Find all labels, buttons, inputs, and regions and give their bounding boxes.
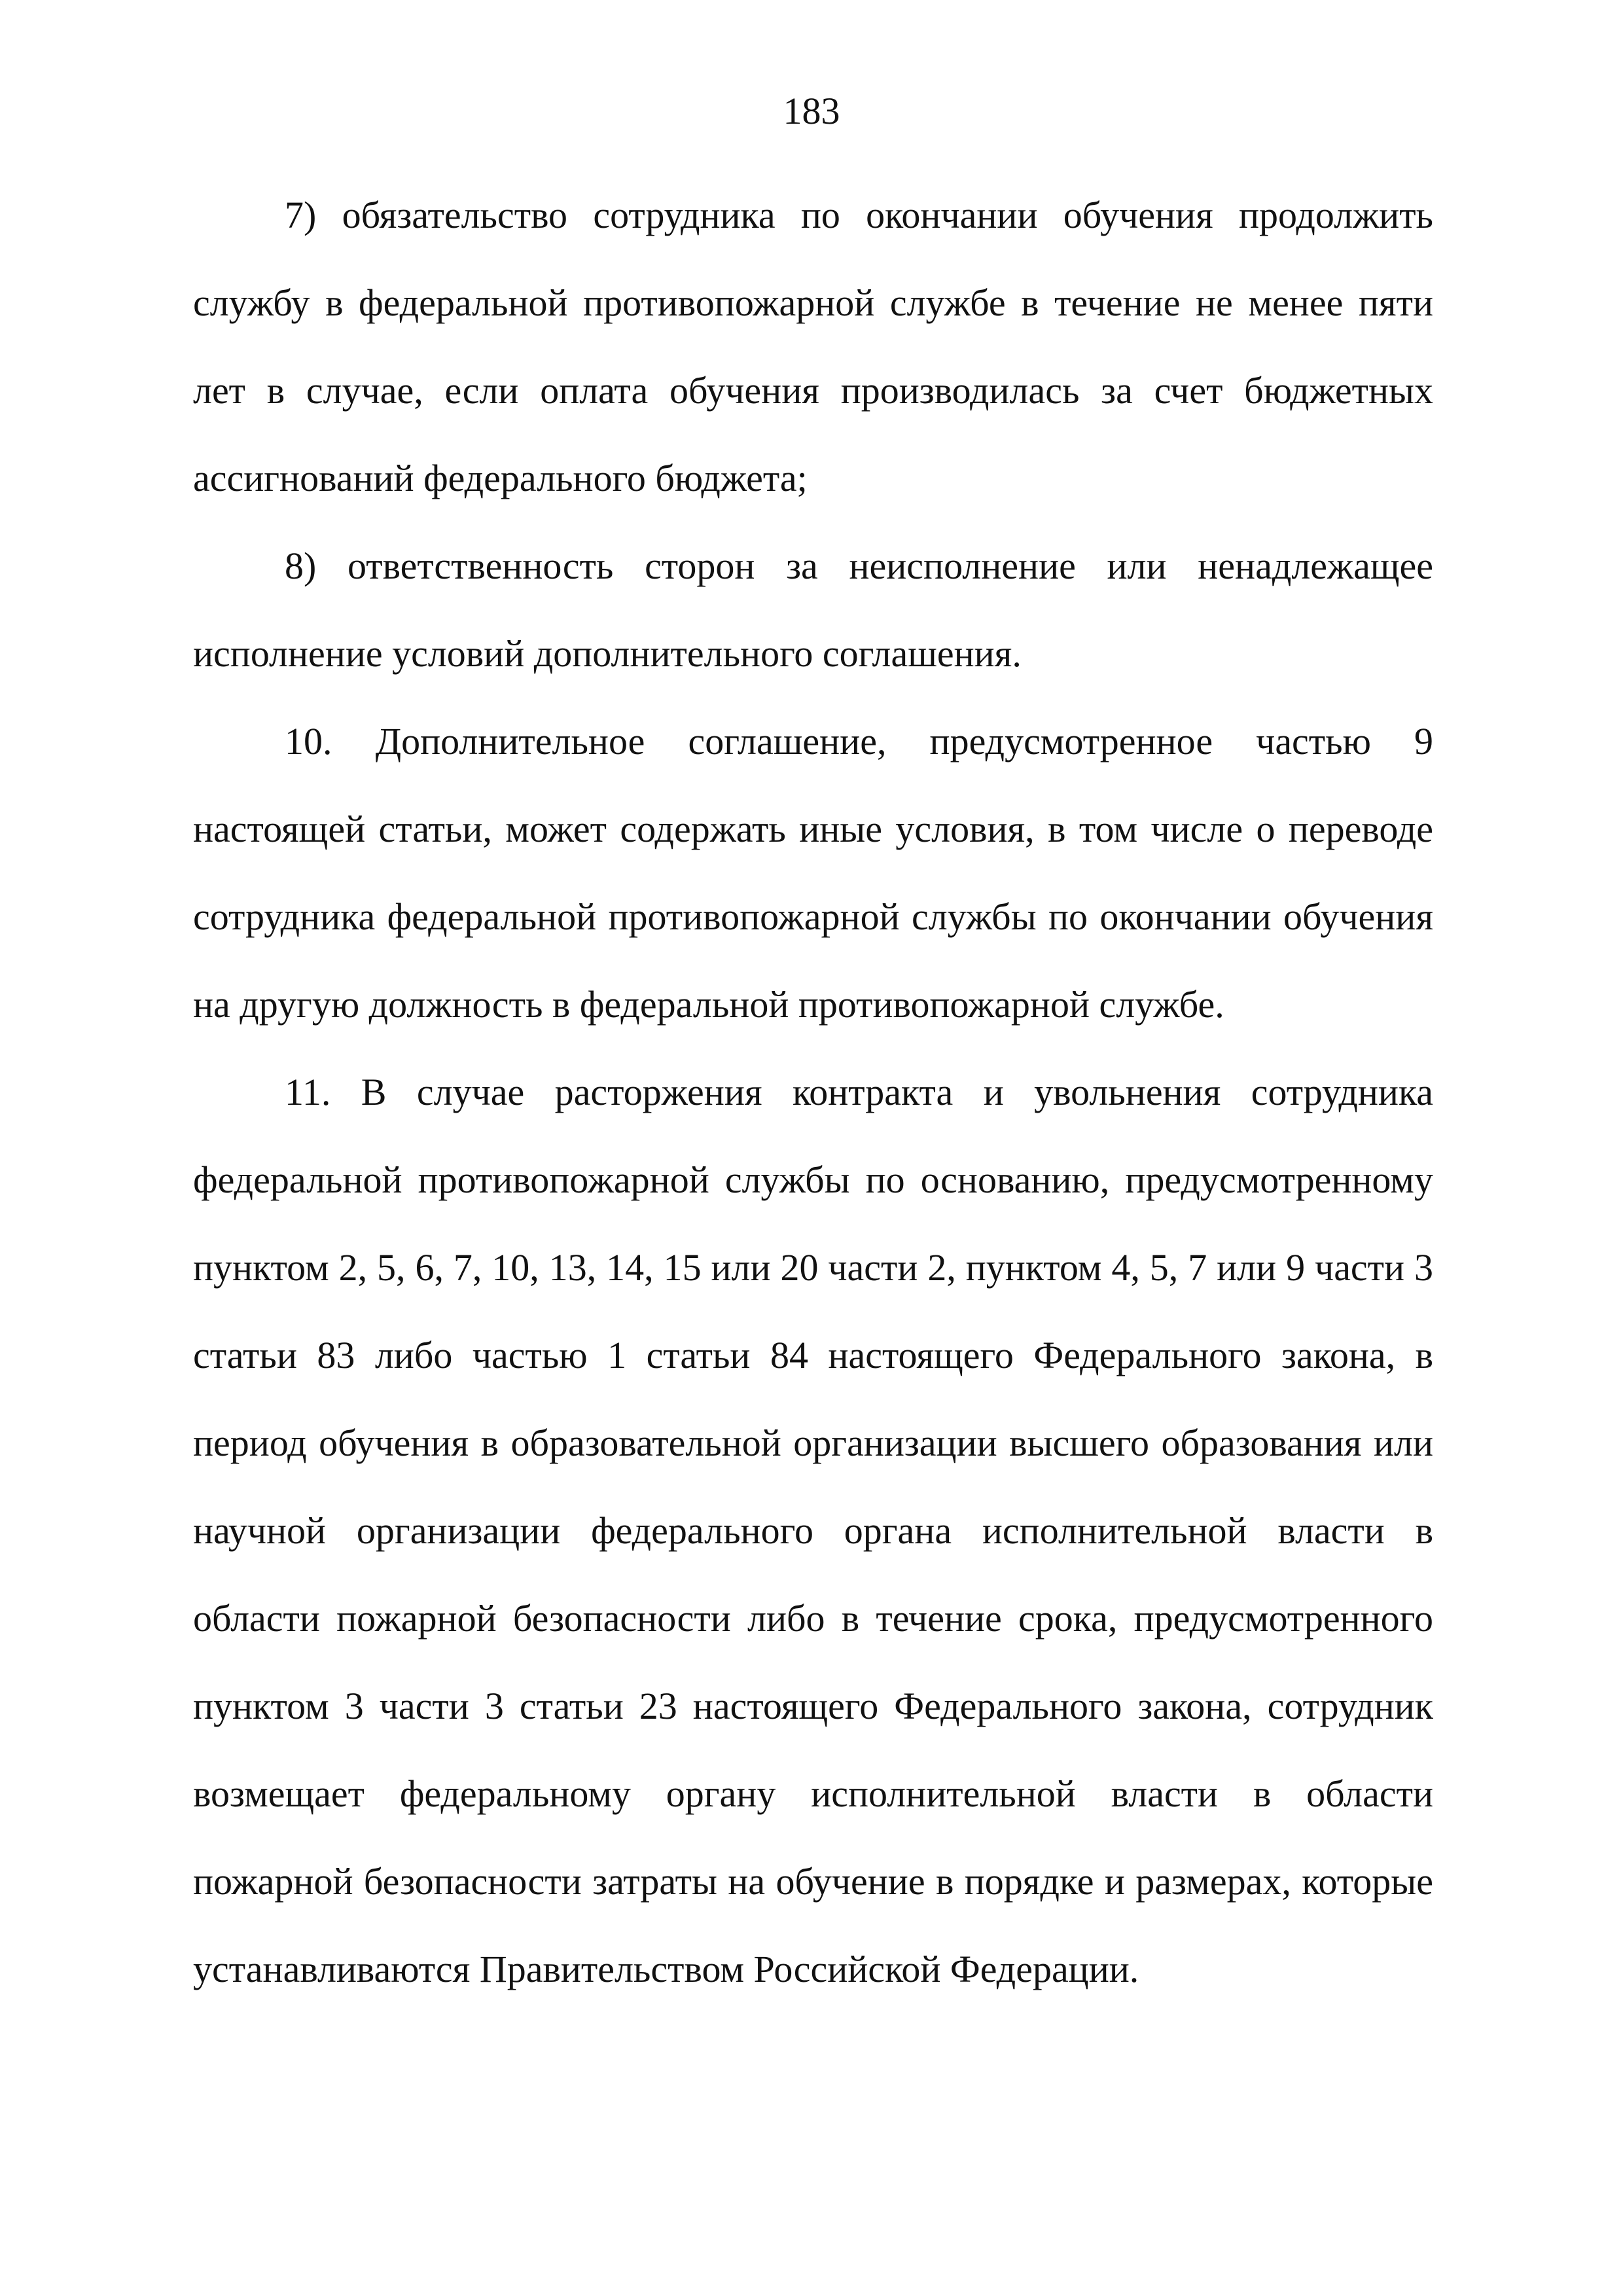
document-body bbox=[193, 171, 1433, 2013]
paragraph-item-7: 7) обязательство сотрудника по окончании обучения продолжить службу в федеральной противопожарной службе в течение не менее пяти лет в случае, если оплата обучения производилась за счет бюджетных ассигнований федерального бюджета; bbox=[193, 194, 1433, 499]
paragraph-item-8: 8) ответственность сторон за неисполнение или ненадлежащее исполнение условий дополнительного соглашения. bbox=[193, 545, 1433, 675]
page-number: 183 bbox=[783, 90, 840, 132]
paragraph-part-11: 11. В случае расторжения контракта и увольнения сотрудника федеральной противопожарной службы по основанию, предусмотренному пунктом 2, 5, 6, 7, 10, 13, 14, 15 или 20 части 2, пунктом 4, 5, 7 или 9 части 3 статьи 83 либо частью 1 статьи 84 настоящего Федерального закона, в период обучения в образовательной организации высшего образования или научной организации федерального органа исполнительной власти в области пожарной безопасности либо в течение срока, предусмотренного пунктом 3 части 3 статьи 23 настоящего Федерального закона, сотрудник возмещает федеральному органу исполнительной власти в области пожарной безопасности затраты на обучение в порядке и размерах, которые устанавливаются Правительством Российской Федерации. bbox=[193, 1071, 1433, 1990]
paragraph-part-10: 10. Дополнительное соглашение, предусмотренное частью 9 настоящей статьи, может содержать иные условия, в том числе о переводе сотрудника федеральной противопожарной службы по окончании обучения на другую должность в федеральной противопожарной службе. bbox=[193, 720, 1433, 1026]
